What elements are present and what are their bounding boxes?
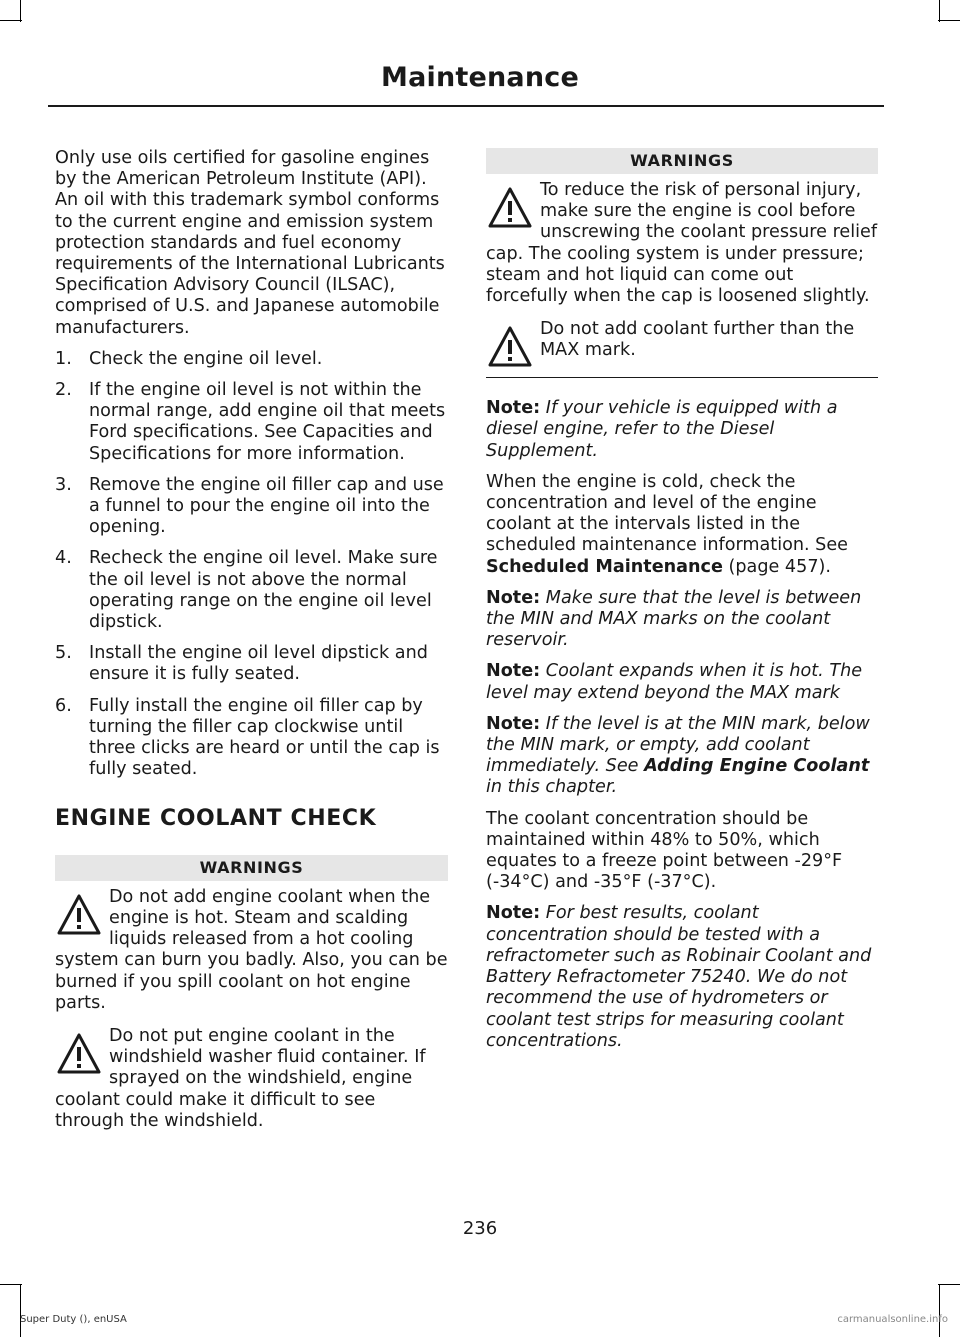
crop-mark	[0, 1284, 22, 1285]
note-paragraph	[486, 661, 878, 703]
list-item	[55, 643, 448, 685]
step-text: Check the engine oil level.	[89, 348, 323, 369]
note-text: Make sure that the level is between the MIN and MAX marks on the coolant reservoir.	[486, 587, 862, 651]
oil-steps-list	[55, 349, 448, 781]
note-label: Note:	[486, 661, 541, 682]
step-number: 1.	[55, 348, 72, 369]
warning-text: Do not put engine coolant in the windshield washer fluid container. If sprayed on the windshield, engine coolant could make it difficult to see through the windshield.	[55, 1025, 426, 1131]
list-item	[55, 475, 448, 539]
step-text: Remove the engine oil filler cap and use a funnel to pour the engine oil into the opening.	[89, 474, 444, 538]
crop-mark	[0, 20, 22, 21]
step-number: 5.	[55, 643, 72, 664]
crop-mark	[938, 1284, 960, 1285]
warning-text: Do not add coolant further than the MAX mark.	[540, 319, 855, 361]
warning-text: To reduce the risk of personal injury, make sure the engine is cool before unscrewing the coolant pressure relief cap. The cooling system is under pressure; steam and hot liquid can come out forcefully when the cap is loosened slightly.	[486, 180, 878, 307]
list-item	[55, 349, 448, 370]
warning-item	[486, 319, 878, 361]
document-info: Super Duty (), enUSA	[20, 1314, 127, 1325]
crop-mark	[938, 20, 960, 21]
body-paragraph	[486, 472, 878, 578]
warning-item	[486, 180, 878, 307]
body-paragraph: The coolant concentration should be maintained within 48% to 50%, which equates to a freeze point between -29°F (-34°C) and -35°F (-37°C).	[486, 808, 843, 893]
warning-triangle-icon	[55, 887, 105, 945]
page-number: 236	[462, 1218, 498, 1239]
step-text: If the engine oil level is not within the normal range, add engine oil that meets Ford specifications. See Capacities and Specifications for more information.	[89, 380, 446, 464]
note-text: Coolant expands when it is hot. The level may extend beyond the MAX mark	[486, 661, 863, 703]
note-label: Note:	[486, 903, 541, 924]
section-heading: ENGINE COOLANT CHECK	[55, 806, 377, 832]
warning-item	[55, 1026, 448, 1132]
step-number: 4.	[55, 548, 72, 569]
paragraph-text: When the engine is cold, check the concentration and level of the engine coolant at the intervals listed in the scheduled maintenance information. See	[486, 471, 849, 556]
warnings-heading: WARNINGS	[486, 148, 878, 174]
cross-reference-link[interactable]: Adding Engine Coolant	[644, 756, 870, 777]
note-label: Note:	[486, 587, 541, 608]
warning-text: Do not add engine coolant when the engine is hot. Steam and scalding liquids released from a hot cooling system can burn you badly. Also, you can be burned if you spill coolant on hot engine parts.	[55, 886, 448, 1013]
note-text: If the level is at the MIN mark, below the MIN mark, or empty, add coolant immediately. See	[486, 713, 870, 777]
header-divider	[48, 105, 884, 107]
step-number: 3.	[55, 474, 72, 495]
note-paragraph	[486, 903, 878, 1051]
step-number: 6.	[55, 695, 72, 716]
warning-triangle-icon	[486, 319, 536, 377]
list-item	[55, 548, 448, 633]
crop-mark	[20, 1284, 21, 1337]
crop-mark	[939, 0, 940, 22]
warning-triangle-icon	[55, 1026, 105, 1084]
crop-mark	[939, 1284, 940, 1337]
cross-reference-link[interactable]: Scheduled Maintenance	[486, 556, 723, 577]
list-item	[55, 380, 448, 465]
warning-triangle-icon	[486, 180, 536, 238]
note-paragraph	[486, 714, 878, 799]
note-label: Note:	[486, 713, 541, 734]
list-item	[55, 696, 448, 781]
intro-paragraph: Only use oils certified for gasoline engines by the American Petroleum Institute (API). An oil with this trademark symbol conforms to the current engine and emission system protection standards and fuel economy requirements of the International Lubricants Specification Advisory Council (ILSAC), comprised of U.S. and Japanese automobile manufacturers.	[55, 148, 445, 338]
note-text: in this chapter.	[486, 777, 618, 798]
step-text: Recheck the engine oil level. Make sure the oil level is not above the normal operating range on the engine oil level dipstick.	[89, 548, 438, 633]
warnings-divider	[486, 377, 878, 378]
note-text: For best results, coolant concentration should be tested with a refractometer such as Robinair Coolant and Battery Refractometer 75240. We do not recommend the use of hydrometers or coolant test strips for measuring coolant concentrations.	[486, 903, 872, 1051]
warning-item	[55, 887, 448, 1014]
note-paragraph	[486, 588, 878, 652]
step-text: Fully install the engine oil filler cap by turning the filler cap clockwise until three clicks are heard or until the cap is fully seated.	[89, 695, 440, 780]
paragraph-text: (page 457).	[722, 556, 831, 577]
step-number: 2.	[55, 380, 72, 401]
left-column	[55, 148, 448, 1144]
note-label: Note:	[486, 398, 541, 419]
note-text: If your vehicle is equipped with a diesel engine, refer to the Diesel Supplement.	[486, 398, 838, 461]
note-paragraph	[486, 398, 878, 462]
watermark: carmanualsonline.info	[837, 1314, 948, 1325]
right-column	[486, 148, 878, 1062]
crop-mark	[20, 0, 21, 22]
warnings-heading: WARNINGS	[55, 855, 448, 881]
page-title: Maintenance	[381, 62, 579, 93]
step-text: Install the engine oil level dipstick and ensure it is fully seated.	[89, 643, 428, 685]
